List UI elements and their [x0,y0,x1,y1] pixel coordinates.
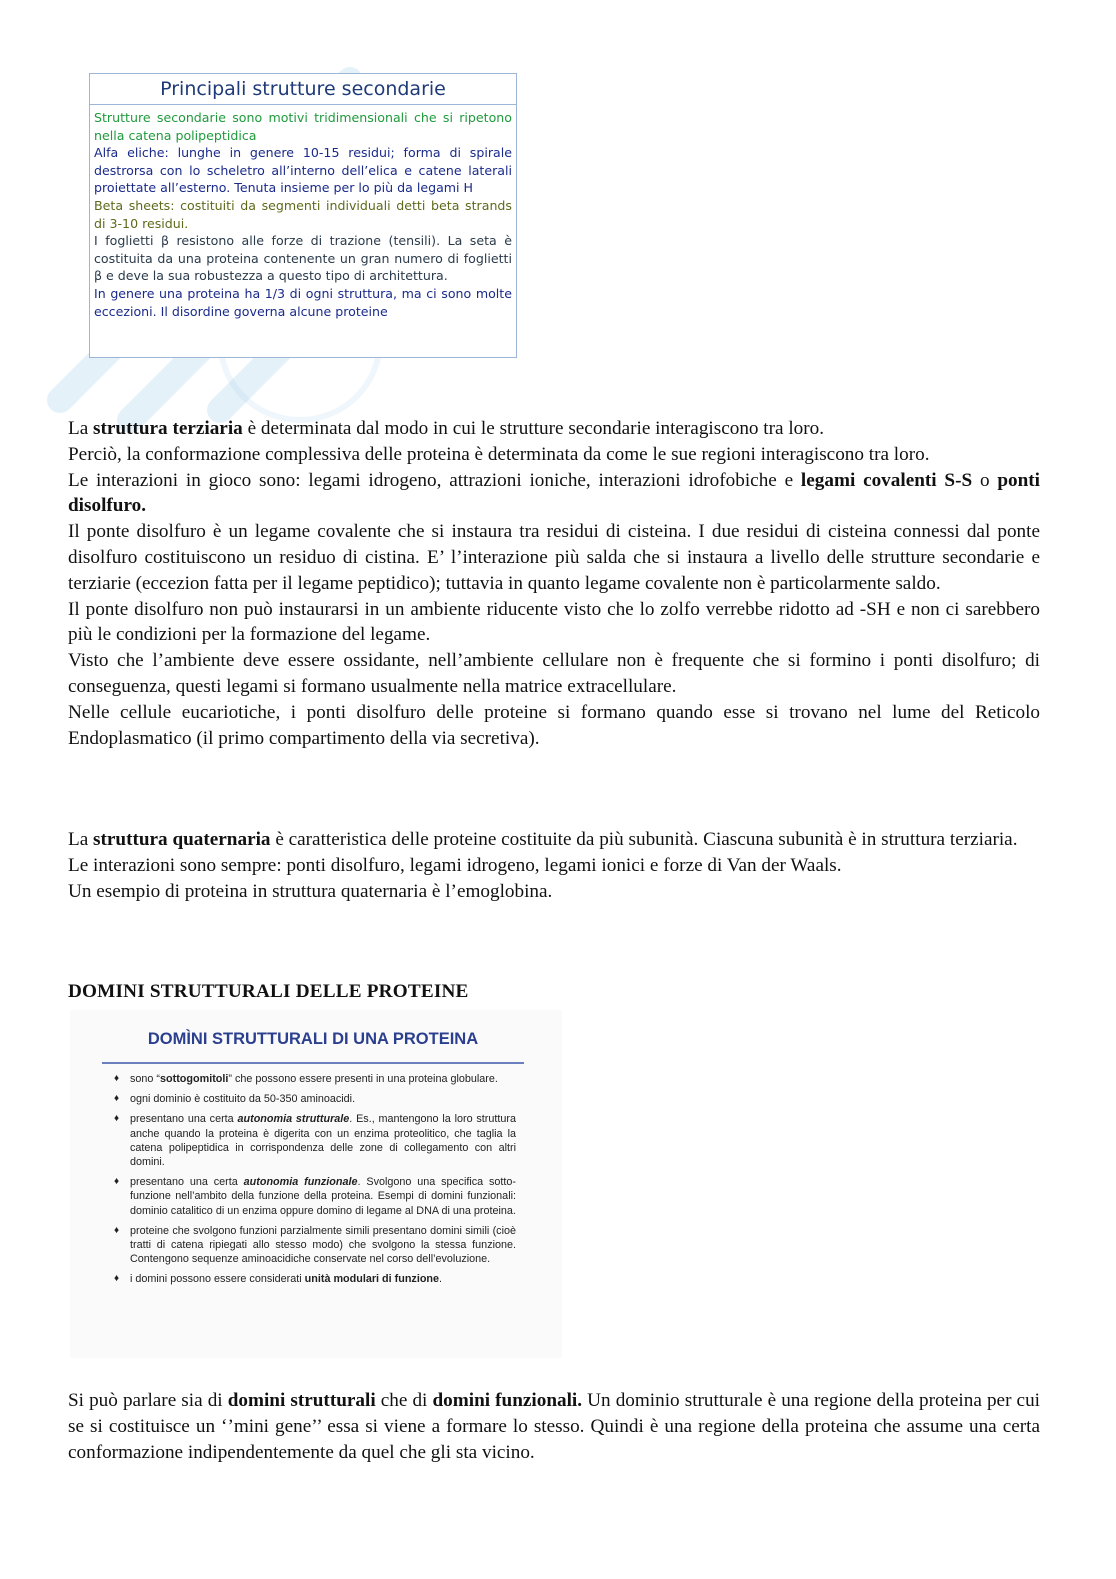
domains-section [68,1388,1040,1465]
paragraph: Il ponte disolfuro è un legame covalente che si instaura tra residui di cisteina. I due residui di cisteina connessi dal ponte disolfuro costituiscono un residuo di cistina. E’ l’interazione più salda che si instaura a livello delle strutture secondarie e terziarie (eccezion fatta per il legame peptidico); tuttavia in quanto legame covalente non è particolarmente saldo. [68,521,1040,594]
paragraph: Si può parlare sia di domini strutturali che di domini funzionali. Un dominio strutturale è una regione della proteina per cui se si costituisce un ‘’mini gene’’ essa si viene a formare lo stesso. Quindi è una regione della proteina che assume una certa conformazione indipendentemente da quel che gli sta vicino. [68,1390,1040,1463]
paragraph: Nelle cellule eucariotiche, i ponti disolfuro delle proteine si formano quando esse si trovano nel lume del Reticolo Endoplasmatico (il primo compartimento della via secretiva). [68,701,1040,749]
list-item: ♦ presentano una certa autonomia funzionale. Svolgono una specifica sotto-funzione nell’ambito della funzione della proteina. Esempi di domini funzionali: dominio catalitico di un enzima oppure domino di legame al DNA di una proteina. [114,1176,517,1217]
bullet-icon: ♦ [114,1273,120,1285]
figure-line: Beta sheets: costituiti da segmenti individuali detti beta strands di 3-10 residui. [94,197,512,231]
figure-title: DOMÌNI STRUTTURALI DI UNA PROTEINA [147,1030,479,1048]
figure-line: I foglietti β resistono alle forze di trazione (tensili). La seta è costituita da una proteina contenente un gran numero di foglietti β e deve la sua robustezza a questo tipo di architettura. [94,233,512,284]
bullet-icon: ♦ [114,1176,120,1188]
list-item: ♦ ogni dominio è costituito da 50-350 aminoacidi. [114,1093,356,1106]
list-item: ♦ proteine che svolgono funzioni parzialmente simili presentano domini simili (cioè tratti di catena ripiegati allo stesso modo) che svolgono la stessa funzione. Contengono sequenze aminoacidiche conservate nel corso dell’evoluzione. [114,1224,516,1266]
figure-line: Strutture secondarie sono motivi tridimensionali che si ripetono nella catena polipeptidica [94,110,512,143]
figure-body [90,105,516,320]
bullet-icon: ♦ [114,1224,120,1236]
title-rule [102,1062,524,1064]
paragraph: La struttura quaternaria è caratteristica delle proteine costituite da più subunità. Ciascuna subunità è in struttura terziaria. [68,829,1018,850]
bullet-icon: ♦ [114,1093,120,1105]
paragraph: La struttura terziaria è determinata dal modo in cui le strutture secondarie interagiscono tra loro. [68,418,825,439]
figure-title: Principali strutture secondarie [90,74,516,105]
paragraph: Il ponte disolfuro non può instaurarsi in un ambiente riducente visto che lo zolfo verrebbe ridotto ad -SH e non ci sarebbero più le condizioni per la formazione del legame. [68,598,1040,646]
secondary-structures-figure [89,73,517,358]
quaternary-structure-section [68,827,1040,904]
paragraph: Un esempio di proteina in struttura quaternaria è l’emoglobina. [68,880,553,902]
structural-domains-figure [70,1010,562,1358]
list-item: ♦ sono “sottogomitoli” che possono essere presenti in una proteina globulare. [114,1073,498,1085]
bullet-icon: ♦ [114,1113,120,1125]
figure-line: In genere una proteina ha 1/3 di ogni struttura, ma ci sono molte eccezioni. Il disordine governa alcune proteine [94,285,512,319]
tertiary-structure-section [68,416,1040,751]
paragraph: Visto che l’ambiente deve essere ossidante, nell’ambiente cellulare non è frequente che si formino i ponti disolfuro; di conseguenza, questi legami si formano usualmente nella matrice extracellulare. [68,650,1040,697]
paragraph: Le interazioni sono sempre: ponti disolfuro, legami idrogeno, legami ionici e forze di Van der Waals. [68,854,842,876]
paragraph: Perciò, la conformazione complessiva delle proteina è determinata da come le sue regioni interagiscono tra loro. [68,443,930,465]
figure-line: Alfa eliche: lunghe in genere 10-15 residui; forma di spirale destrorsa con lo scheletro all’interno dell’elica e catene laterali proiettate all’esterno. Tenuta insieme per lo più da legami H [94,145,512,196]
domain-bullet-list [114,1072,516,1293]
section-heading: DOMINI STRUTTURALI DELLE PROTEINE [68,981,469,1002]
list-item: ♦ i domini possono essere considerati unità modulari di funzione. [114,1273,443,1286]
list-item: ♦ presentano una certa autonomia strutturale. Es., mantengono la loro struttura anche quando la proteina è digerita con un enzima proteolitico, che taglia la catena polipeptidica in corrispondenza delle zone di collegamento con altri domini. [114,1113,517,1169]
bullet-icon: ♦ [114,1073,120,1084]
paragraph: Le interazioni in gioco sono: legami idrogeno, attrazioni ioniche, interazioni idrofobiche e legami covalenti S-S o ponti disolfuro. [68,469,1040,517]
